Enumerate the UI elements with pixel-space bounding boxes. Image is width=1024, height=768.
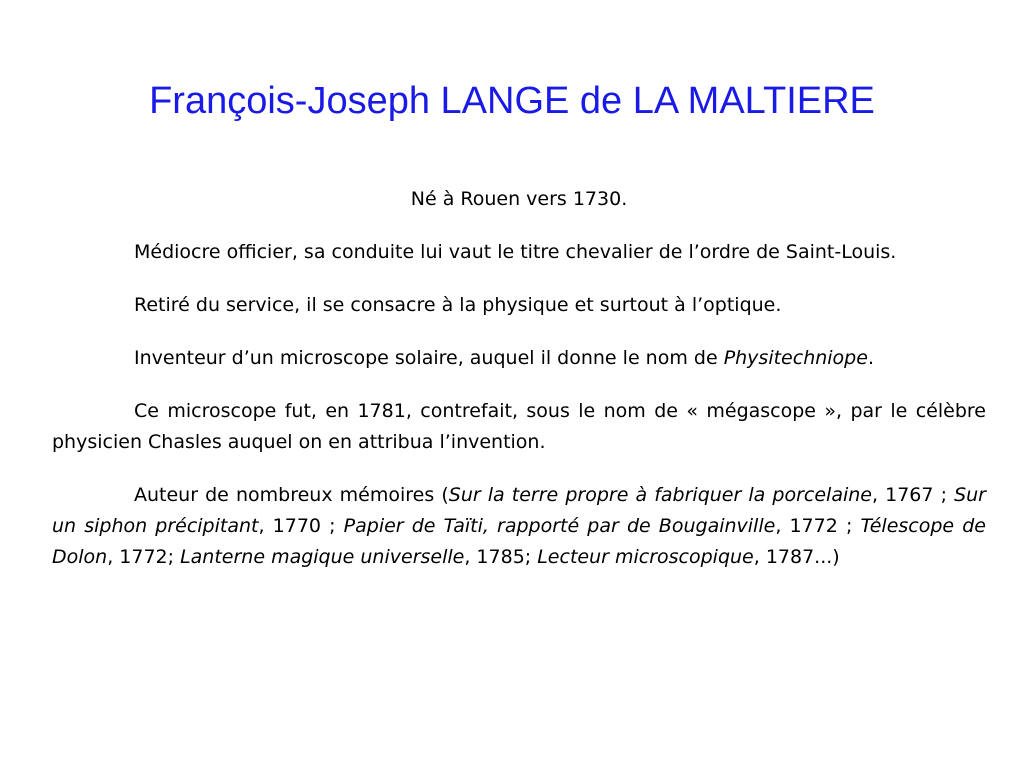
italic-text: Papier de Taïti, rapporté par de Bougainville	[343, 515, 776, 537]
italic-text: Télescope de Dolon	[52, 515, 986, 568]
paragraph	[52, 290, 986, 321]
paragraph	[52, 396, 986, 458]
text-run: , 1772 ;	[775, 515, 861, 537]
text-run: , 1785;	[464, 546, 538, 568]
italic-text: Sur un siphon précipitant	[52, 484, 986, 537]
text-run: , 1787...)	[753, 546, 840, 568]
slide-body	[52, 184, 986, 595]
italic-text: Physitechniope	[723, 347, 868, 369]
paragraph	[52, 237, 986, 268]
italic-text: Sur la terre propre à fabriquer la porcelaine	[448, 484, 872, 506]
text-run: , 1767 ;	[871, 484, 955, 506]
text-run: Médiocre officier, sa conduite lui vaut le titre chevalier de l’ordre de Saint-Louis.	[134, 241, 897, 263]
text-run: .	[867, 347, 874, 369]
text-run: Inventeur d’un microscope solaire, auquel il donne le nom de	[134, 347, 724, 369]
text-run: Retiré du service, il se consacre à la physique et surtout à l’optique.	[134, 294, 782, 316]
slide-title: François-Joseph LANGE de LA MALTIERE	[149, 80, 875, 122]
text-run: Auteur de nombreux mémoires (	[134, 484, 449, 506]
text-run: Ce microscope fut, en 1781, contrefait, sous le nom de « mégascope », par le célèbre physicien Chasles auquel on en attribua l’invention.	[52, 400, 986, 453]
paragraph	[52, 343, 986, 374]
text-run: Né à Rouen vers 1730.	[410, 188, 628, 210]
italic-text: Lanterne magique universelle	[180, 546, 465, 568]
paragraph	[52, 184, 986, 215]
italic-text: Lecteur microscopique	[537, 546, 754, 568]
paragraph	[52, 480, 986, 573]
text-run: , 1770 ;	[258, 515, 344, 537]
text-run: , 1772;	[107, 546, 181, 568]
